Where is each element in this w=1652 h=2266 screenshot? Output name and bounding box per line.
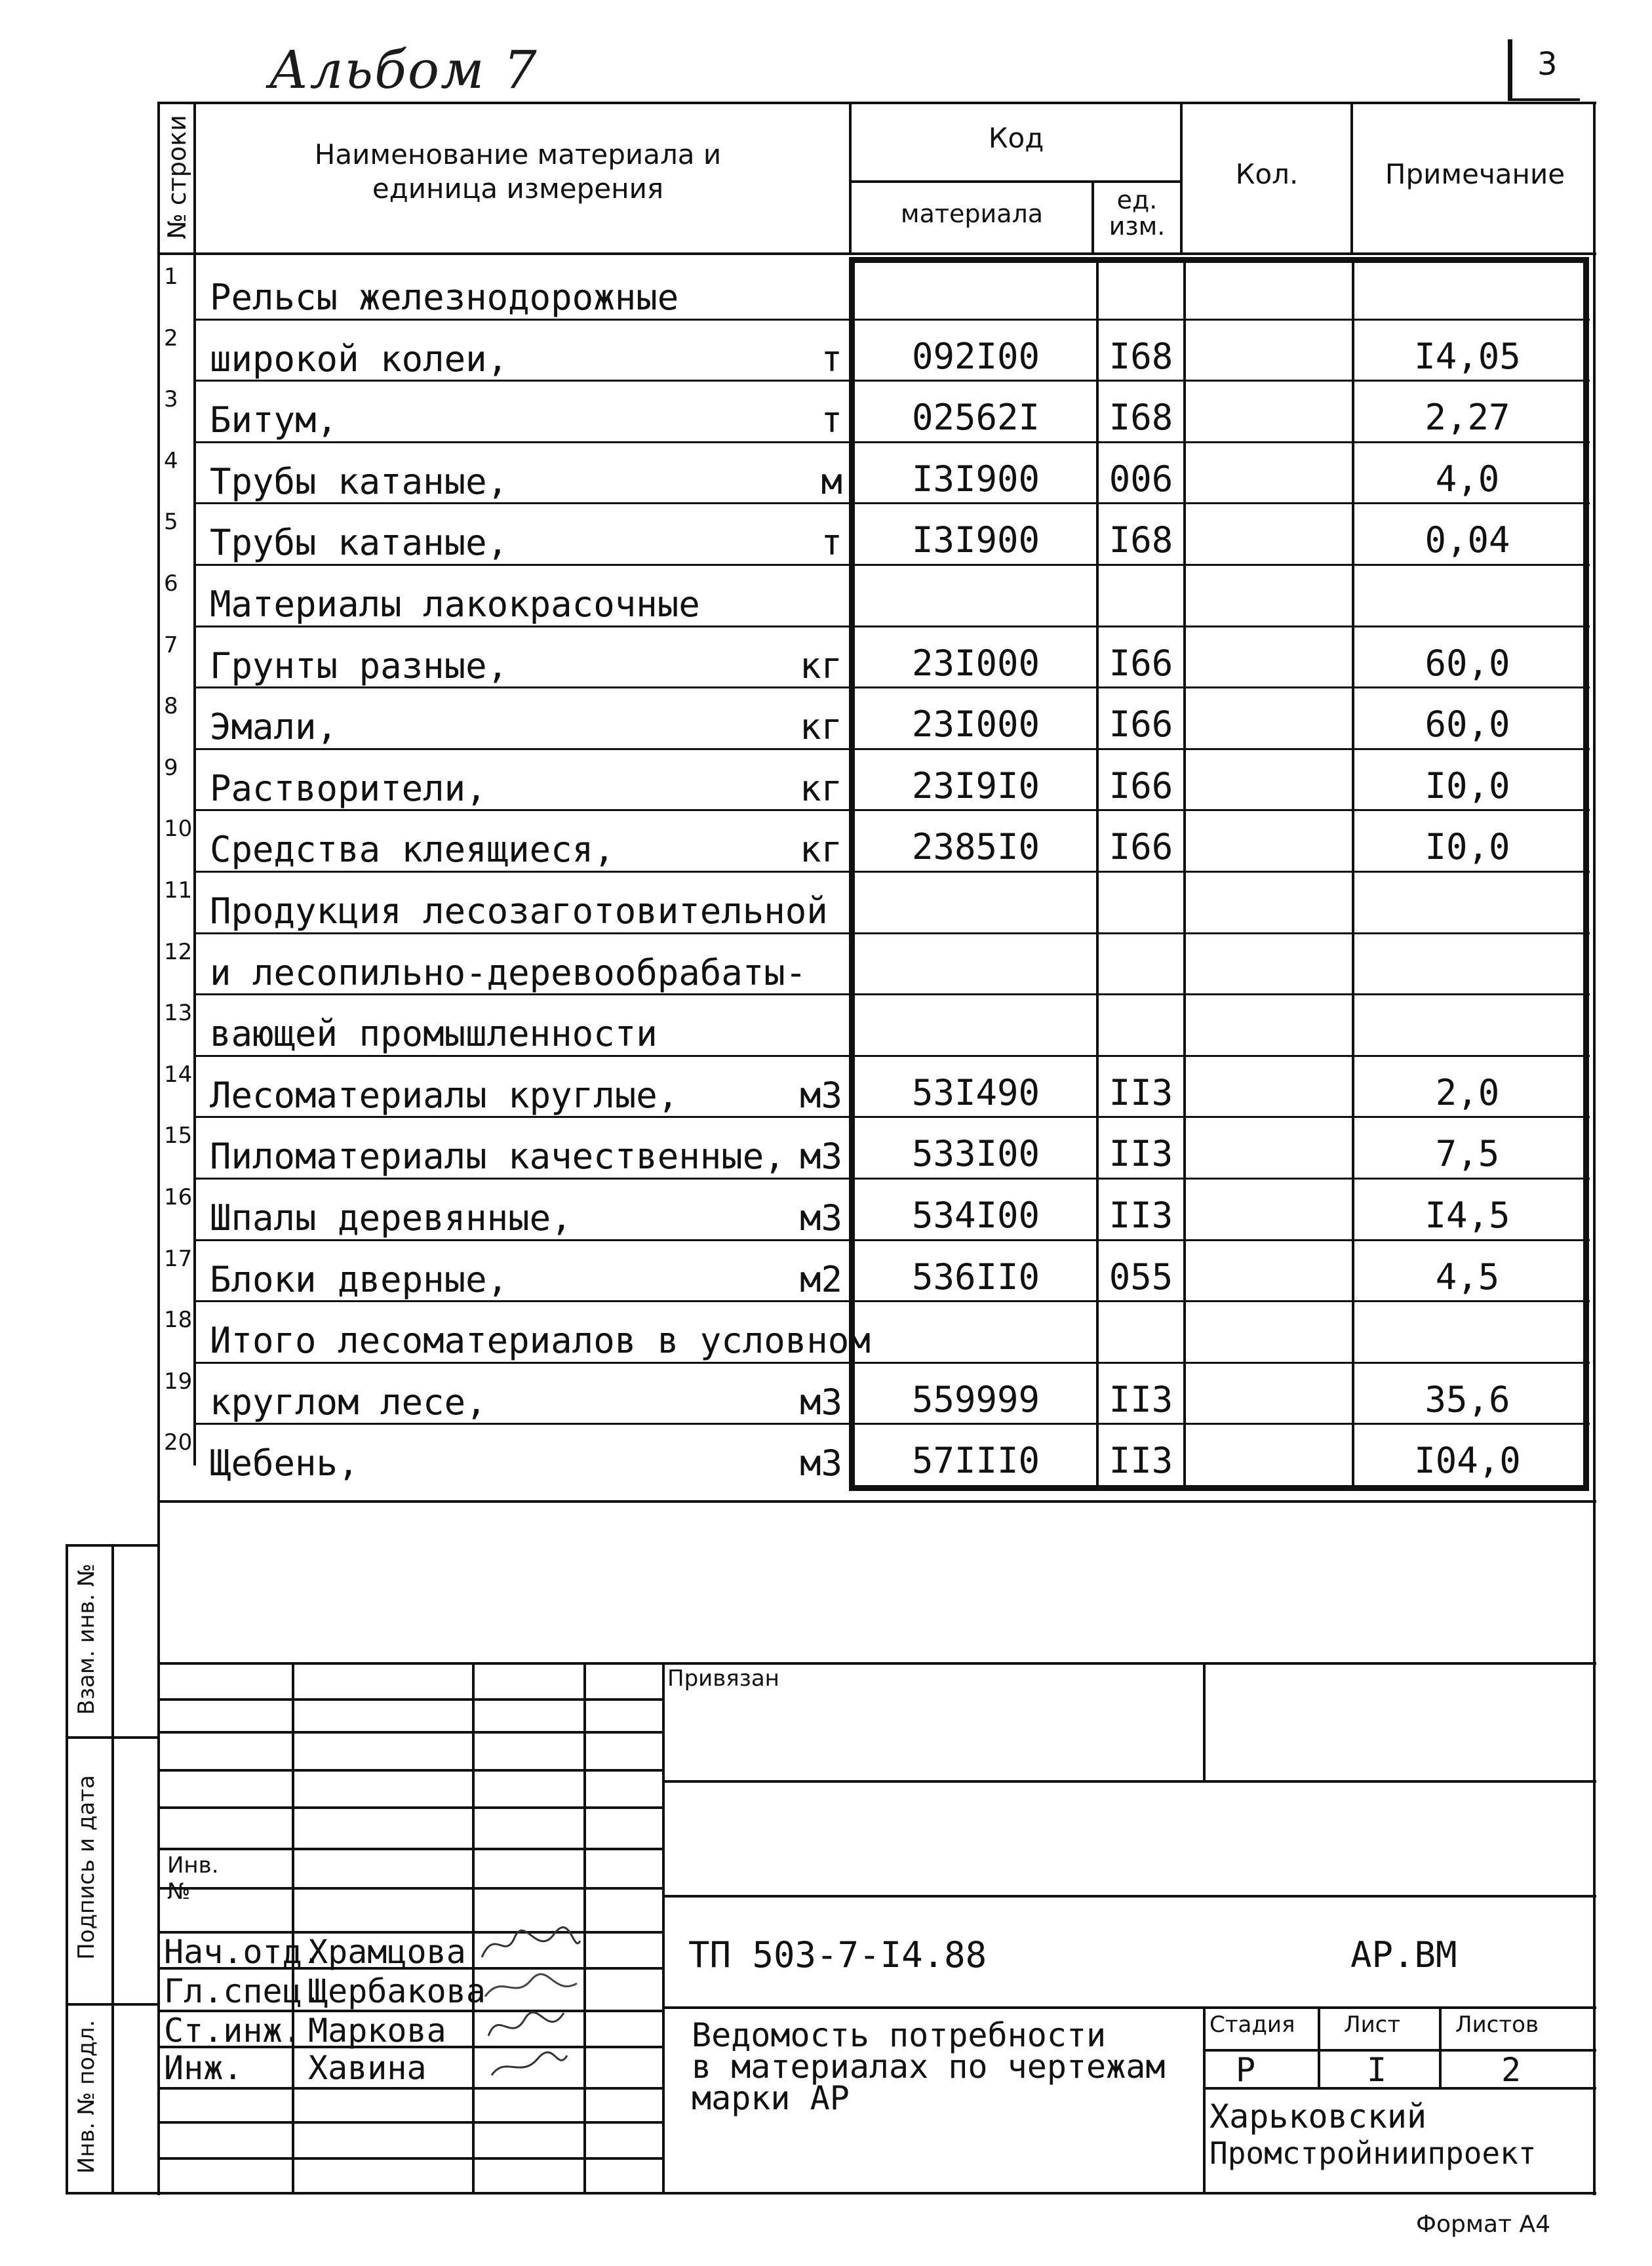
material-name: Средства клеящиеся, [210, 829, 615, 871]
unit-code: II3 [1109, 1133, 1173, 1175]
row-separator [193, 502, 1590, 504]
material-name: Растворители, [210, 767, 487, 809]
quantity: I4,5 [1425, 1195, 1510, 1236]
organization-line-1: Харьковский [1210, 2097, 1427, 2136]
material-unit: кг [799, 706, 842, 748]
material-name: Рельсы железнодорожные [210, 277, 679, 318]
row-number: 10 [164, 816, 193, 843]
header-row-number: № строки [163, 115, 191, 239]
material-name: Блоки дверные, [210, 1258, 509, 1300]
quantity: 4,5 [1435, 1256, 1500, 1298]
sheets-label: Листов [1455, 2012, 1539, 2038]
material-unit: кг [799, 829, 842, 871]
organization-line-2: Промстройниипроект [1210, 2136, 1537, 2171]
unit-code: 006 [1109, 458, 1173, 500]
row-number: 7 [164, 631, 178, 658]
doc-title [692, 2016, 1166, 2117]
row-number: 15 [164, 1123, 193, 1149]
row-number: 12 [164, 938, 193, 965]
row-separator [193, 1055, 1590, 1057]
organization [1210, 2098, 1537, 2172]
material-name: Битум, [210, 399, 338, 441]
material-name: и лесопильно-деревообрабаты- [210, 951, 807, 993]
material-code: 23I000 [911, 704, 1040, 745]
unit-code: I68 [1109, 519, 1173, 561]
unit-code: I66 [1109, 704, 1173, 745]
row-separator [193, 1178, 1590, 1180]
row-separator [193, 1239, 1590, 1241]
quantity: I04,0 [1414, 1440, 1521, 1482]
row-separator [193, 1300, 1590, 1302]
quantity: 60,0 [1425, 642, 1510, 684]
row-separator [193, 748, 1590, 750]
material-name: Эмали, [210, 706, 338, 748]
material-name: Материалы лакокрасочные [210, 584, 700, 625]
material-unit: т [821, 399, 842, 441]
material-code: 2385I0 [911, 826, 1040, 868]
quantity: 35,6 [1425, 1378, 1510, 1420]
material-code: 536II0 [911, 1256, 1040, 1298]
unit-code: 055 [1109, 1256, 1173, 1298]
privyazan-label: Привязан [667, 1665, 779, 1692]
material-unit: кг [799, 767, 842, 809]
row-number: 9 [164, 754, 178, 781]
page-number-underline [1508, 98, 1580, 101]
row-number: 11 [164, 877, 193, 904]
row-number: 4 [164, 447, 178, 474]
side-vzam-label: Взам. инв. № [73, 1563, 100, 1715]
row-separator [193, 1423, 1590, 1425]
material-unit: м3 [799, 1074, 842, 1116]
row-separator [193, 564, 1590, 566]
material-name: Лесоматериалы круглые, [210, 1074, 679, 1116]
unit-code: I68 [1109, 335, 1173, 377]
material-code: 533I00 [911, 1133, 1040, 1175]
quantity: 2,27 [1425, 397, 1510, 439]
material-code: 092I00 [911, 335, 1040, 377]
row-number: 6 [164, 570, 178, 597]
material-name: круглом лесе, [210, 1381, 487, 1423]
material-name: Шпалы деревянные, [210, 1197, 572, 1239]
doc-code: ТП 503-7-I4.88 [688, 1934, 987, 1976]
unit-code: I66 [1109, 765, 1173, 806]
row-number: 3 [164, 386, 178, 413]
side-inv-podl-label: Инв. № подл. [73, 2019, 100, 2174]
sheet-label: Лист [1344, 2012, 1401, 2038]
material-name: широкой колеи, [210, 338, 509, 380]
person-3-role: Ст.инж. [164, 2012, 302, 2050]
unit-code: II3 [1109, 1440, 1173, 1482]
unit-code: II3 [1109, 1378, 1173, 1420]
person-4-role: Инж. [164, 2049, 243, 2087]
side-podpis-label: Подпись и дата [73, 1775, 100, 1960]
person-2-role: Гл.спец. [164, 1972, 322, 2010]
material-code: 57III0 [911, 1440, 1040, 1482]
row-separator [193, 319, 1590, 321]
material-code: I3I900 [911, 458, 1040, 500]
material-unit: м3 [799, 1136, 842, 1178]
header-code-material: материала [900, 199, 1044, 228]
material-name: Продукция лесозаготовительной [210, 890, 828, 932]
quantity: 60,0 [1425, 704, 1510, 745]
row-separator [193, 1116, 1590, 1118]
person-2-name: Щербакова [308, 1972, 486, 2010]
sheets-value: 2 [1501, 2051, 1522, 2089]
material-name: Трубы катаные, [210, 460, 509, 502]
page-number: 3 [1537, 46, 1558, 83]
row-number: 5 [164, 509, 178, 536]
person-1-role: Нач.отд. [164, 1933, 322, 1971]
doc-title-line-3: марки АР [692, 2079, 850, 2117]
quantity: I0,0 [1425, 826, 1510, 868]
album-title: Альбом 7 [269, 39, 538, 100]
quantity: 2,0 [1435, 1071, 1500, 1113]
material-name: вающей промышленности [210, 1013, 658, 1055]
row-number: 18 [164, 1307, 193, 1334]
unit-code: II3 [1109, 1071, 1173, 1113]
row-number: 13 [164, 1000, 193, 1027]
row-separator [193, 1362, 1590, 1364]
header-code: Код [988, 122, 1044, 154]
material-code: 23I000 [911, 642, 1040, 684]
sheet-value: I [1367, 2051, 1387, 2089]
doc-title-line-1: Ведомость потребности [692, 2016, 1107, 2054]
inv-no-label: Инв. № [167, 1852, 219, 1905]
row-separator [193, 871, 1590, 873]
material-name: Итого лесоматериалов в условном [210, 1320, 871, 1362]
quantity: I0,0 [1425, 765, 1510, 806]
row-separator [193, 441, 1590, 443]
unit-code: I66 [1109, 826, 1173, 868]
material-unit: м3 [799, 1381, 842, 1423]
unit-code: I66 [1109, 642, 1173, 684]
header-name: Наименование материала и единица измерения [314, 138, 722, 205]
material-unit: м [821, 460, 842, 502]
unit-code: I68 [1109, 397, 1173, 439]
row-separator [193, 626, 1590, 627]
row-separator [193, 932, 1590, 934]
quantity: I4,05 [1414, 335, 1521, 377]
header-code-unit: ед. изм. [1109, 186, 1166, 241]
material-name: Трубы катаные, [210, 522, 509, 564]
quantity: 0,04 [1425, 519, 1510, 561]
material-code: 534I00 [911, 1195, 1040, 1236]
stage-label: Стадия [1210, 2012, 1295, 2038]
material-unit: т [821, 522, 842, 564]
header-qty: Кол. [1235, 158, 1299, 190]
row-number: 16 [164, 1184, 193, 1210]
row-number: 20 [164, 1429, 193, 1456]
row-number: 14 [164, 1061, 193, 1088]
material-code: I3I900 [911, 519, 1040, 561]
material-code: 02562I [911, 397, 1040, 439]
quantity: 7,5 [1435, 1133, 1500, 1175]
person-4-name: Хавина [308, 2049, 427, 2087]
material-unit: м3 [799, 1197, 842, 1239]
material-name: Щебень, [210, 1442, 359, 1484]
row-separator [193, 380, 1590, 382]
unit-code: II3 [1109, 1195, 1173, 1236]
row-number: 2 [164, 325, 178, 351]
person-1-name: Храмцова [308, 1933, 466, 1971]
doc-title-line-2: в материалах по чертежам [692, 2048, 1166, 2086]
material-name: Грунты разные, [210, 645, 509, 686]
row-separator [193, 809, 1590, 811]
format-label: Формат А4 [1416, 2211, 1551, 2238]
material-unit: кг [799, 645, 842, 686]
quantity: 4,0 [1435, 458, 1500, 500]
row-number: 8 [164, 693, 178, 720]
row-separator [193, 686, 1590, 688]
material-code: 23I9I0 [911, 765, 1040, 806]
material-code: 559999 [911, 1378, 1040, 1420]
row-separator [193, 993, 1590, 995]
row-number: 1 [164, 264, 178, 290]
material-unit: т [821, 338, 842, 380]
signatures-image [475, 1921, 587, 2092]
person-3-name: Маркова [308, 2012, 446, 2050]
doc-mark: АР.ВМ [1350, 1934, 1457, 1976]
stage-value: Р [1236, 2051, 1256, 2089]
page-number-divider [1508, 39, 1512, 98]
material-code: 53I490 [911, 1071, 1040, 1113]
material-unit: м2 [799, 1258, 842, 1300]
material-name: Пиломатериалы качественные, [210, 1136, 785, 1178]
row-number: 17 [164, 1245, 193, 1272]
header-note: Примечание [1385, 158, 1565, 190]
row-number: 19 [164, 1368, 193, 1395]
material-unit: м3 [799, 1442, 842, 1484]
